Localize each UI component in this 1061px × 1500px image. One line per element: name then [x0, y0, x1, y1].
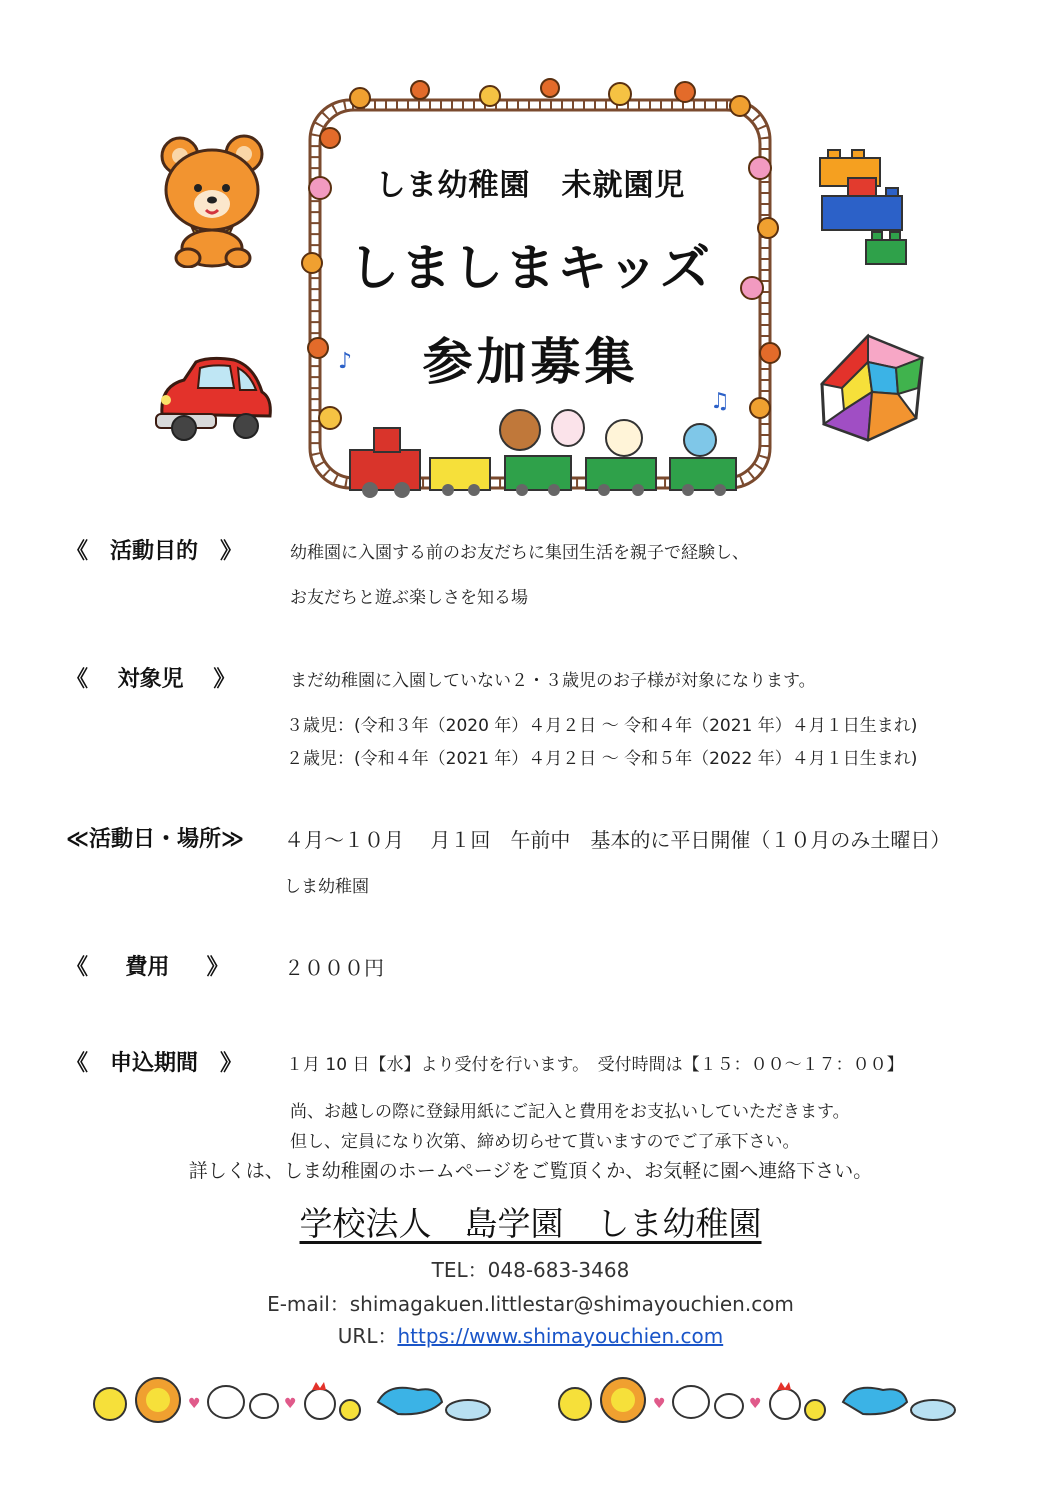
details-note: 詳しくは、しま幼稚園のホームページをご覧頂くか、お気軽に園へ連絡下さい。: [188, 1160, 873, 1182]
email-line[interactable]: E-mail：shimagakuen.littlestar@shimayouchien.com: [267, 1292, 794, 1316]
svg-text:♥: ♥: [188, 1396, 201, 1412]
website-link[interactable]: https://www.shimayouchien.com: [397, 1324, 724, 1348]
svg-text:♥: ♥: [284, 1396, 297, 1412]
svg-text:♪: ♪: [338, 349, 353, 374]
animal-border-left: [88, 1372, 508, 1432]
animal-train-icon: [350, 410, 736, 498]
fee-value: ２０００円: [284, 956, 384, 980]
application-label: 《 申込期間 》: [66, 1051, 243, 1076]
application-line-1: １月 10 日【水】より受付を行います。 受付時間は【１５：００～１７：００】: [286, 1055, 904, 1075]
purpose-line-2: お友だちと遊ぶ楽しさを知る場: [290, 588, 528, 608]
url-row: [0, 1320, 1061, 1349]
application-line-3: 但し、定員になり次第、締め切らせて貰いますのでご了承下さい。: [290, 1132, 800, 1152]
subtitle: しま幼稚園 未就園児: [375, 168, 686, 203]
purpose-line-1: 幼稚園に入園する前のお友だちに集団生活を親子で経験し、: [290, 543, 749, 563]
svg-text:♥: ♥: [653, 1396, 666, 1412]
recruit-heading: 参加募集: [422, 333, 639, 391]
target-line-1: まだ幼稚園に入園していない２・３歳児のお子様が対象になります。: [290, 671, 816, 691]
target-line-3: ２歳児：(令和４年（2021 年）４月２日 ～ 令和５年（2022 年）４月１日生まれ): [286, 749, 918, 769]
fee-label: 《 費用 》: [66, 955, 229, 980]
animal-border-right: [553, 1372, 973, 1432]
target-line-2: ３歳児：(令和３年（2020 年）４月２日 ～ 令和４年（2021 年）４月１日生まれ): [286, 716, 918, 736]
page-title: しましまキッズ: [349, 239, 712, 297]
schedule-line-1: ４月～１０月 月１回 午前中 基本的に平日開催（１０月のみ土曜日）: [284, 828, 951, 852]
svg-text:♥: ♥: [749, 1396, 762, 1412]
tel-line: TEL：048-683-3468: [431, 1258, 630, 1282]
school-name: 学校法人 島学園 しま幼稚園: [299, 1204, 762, 1243]
purpose-label: 《 活動目的 》: [66, 539, 243, 564]
schedule-label: ≪活動日・場所≫: [66, 827, 245, 852]
url-label: URL：: [337, 1324, 398, 1348]
target-label: 《 対象児 》: [66, 667, 236, 692]
application-line-2: 尚、お越しの際に登録用紙にご記入と費用をお支払いしていただきます。: [290, 1102, 850, 1122]
schedule-line-2: しま幼稚園: [284, 877, 369, 897]
svg-text:♫: ♫: [710, 389, 730, 414]
